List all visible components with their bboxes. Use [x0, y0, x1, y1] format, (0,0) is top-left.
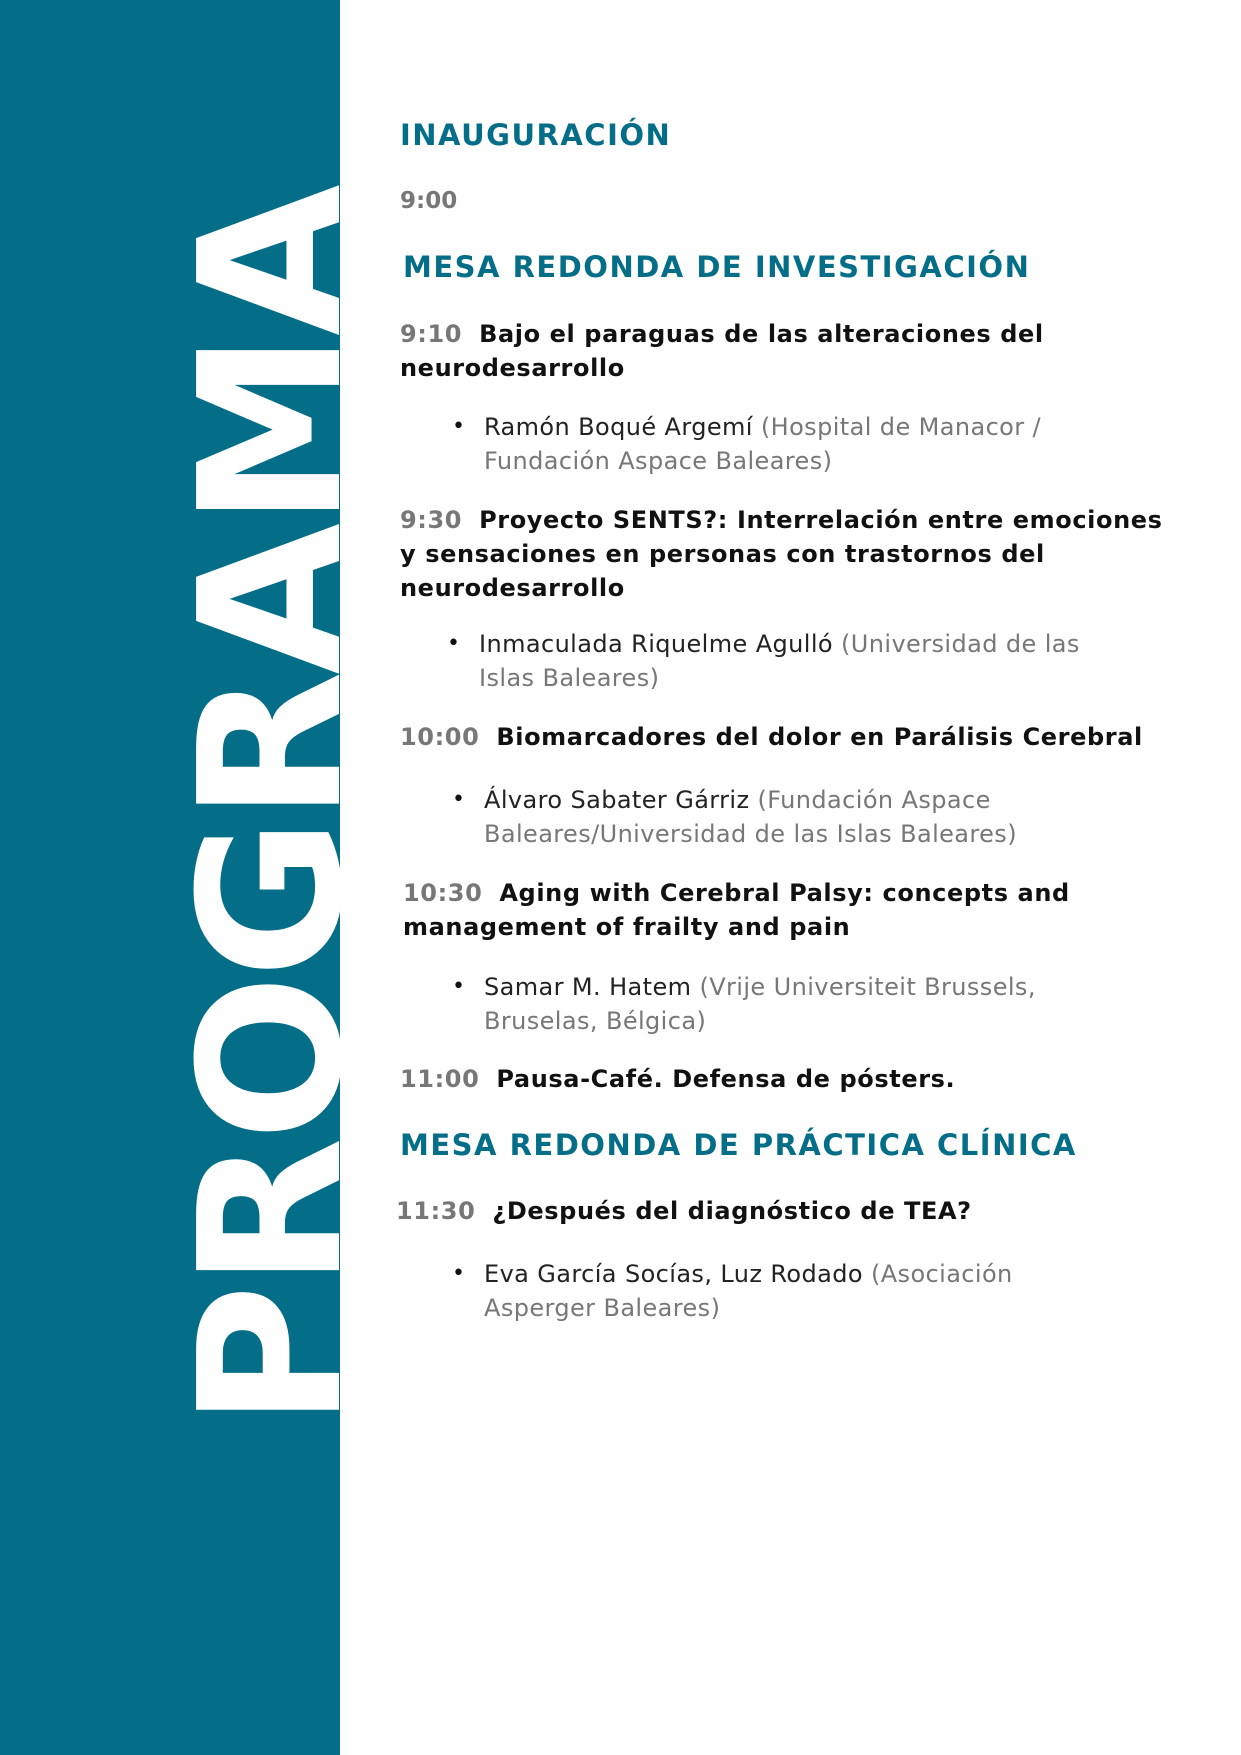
talk-title: Biomarcadores del dolor en Parálisis Cerebral: [496, 723, 1143, 751]
bullet-icon: •: [452, 974, 466, 999]
speaker-affiliation: (Vrije Universiteit Brussels, Bruselas, Bélgica): [484, 973, 1036, 1035]
sidebar-band: [0, 0, 386, 1755]
speaker-item: [400, 410, 1100, 478]
time-inauguracion: 9:00: [400, 188, 458, 214]
talk-title: Pausa-Café. Defensa de pósters.: [496, 1065, 956, 1093]
talk-item: [396, 1194, 1176, 1228]
speaker-item: [395, 627, 1115, 695]
talk-title: Aging with Cerebral Palsy: concepts and management of frailty and pain: [403, 879, 1070, 941]
bullet-icon: •: [452, 787, 466, 812]
talk-time: 9:30: [400, 506, 463, 534]
speaker-item: [400, 783, 1100, 851]
speaker-affiliation: (Fundación Aspace Baleares/Universidad de las Islas Baleares): [484, 786, 1017, 848]
talk-time: 10:30: [403, 879, 483, 907]
talk-item: [400, 1062, 1180, 1096]
talk-time: 11:30: [396, 1197, 476, 1225]
section-title-practica: MESA REDONDA DE PRÁCTICA CLÍNICA: [400, 1128, 1077, 1162]
vertical-title: PROGRAMA: [158, 188, 386, 1428]
speaker-name: Eva García Socías, Luz Rodado: [484, 1260, 863, 1288]
bullet-icon: •: [447, 631, 461, 656]
bullet-icon: •: [452, 414, 466, 439]
speaker-affiliation: (Asociación Asperger Baleares): [484, 1260, 1013, 1322]
talk-time: 9:10: [400, 320, 463, 348]
speaker-item: [400, 1257, 1100, 1325]
talk-title: Bajo el paraguas de las alteraciones del neurodesarrollo: [400, 320, 1044, 382]
talk-time: 10:00: [400, 723, 480, 751]
talk-item: [400, 317, 1180, 385]
speaker-item: [400, 970, 1140, 1038]
speaker-affiliation: (Universidad de las Islas Baleares): [479, 630, 1080, 692]
speaker-name: Inmaculada Riquelme Agulló: [479, 630, 834, 658]
talk-title: ¿Después del diagnóstico de TEA?: [492, 1197, 972, 1225]
section-title-investigacion: MESA REDONDA DE INVESTIGACIÓN: [403, 250, 1031, 284]
section-title-inauguracion: INAUGURACIÓN: [400, 118, 672, 152]
talk-title: Proyecto SENTS?: Interrelación entre emociones y sensaciones en personas con trastornos del neurodesarrollo: [400, 506, 1163, 602]
speaker-name: Samar M. Hatem: [484, 973, 692, 1001]
talk-time: 11:00: [400, 1065, 480, 1093]
speaker-name: Álvaro Sabater Gárriz: [484, 786, 750, 814]
talk-item: [403, 876, 1183, 944]
talk-item: [400, 503, 1180, 605]
speaker-affiliation: (Hospital de Manacor / Fundación Aspace Baleares): [484, 413, 1042, 475]
talk-item: [400, 720, 1180, 754]
speaker-name: Ramón Boqué Argemí: [484, 413, 753, 441]
bullet-icon: •: [452, 1261, 466, 1286]
